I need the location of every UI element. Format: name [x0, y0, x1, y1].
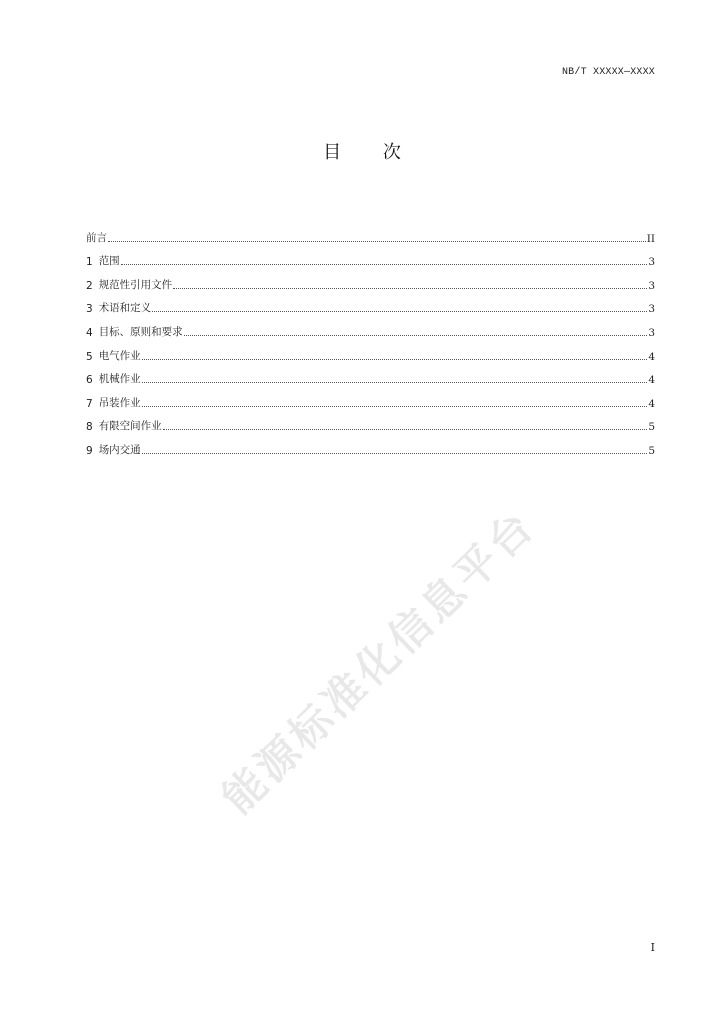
toc-entry-page: 3 — [648, 303, 655, 316]
toc-entry-page: 3 — [648, 326, 655, 339]
toc-entry-number: 8 — [86, 421, 93, 434]
toc-leader-dots — [142, 406, 648, 407]
toc-entry-page: 5 — [648, 444, 655, 457]
toc-entry-label: 场内交通 — [98, 443, 141, 456]
toc-leader-dots — [173, 288, 647, 289]
toc-leader-dots — [121, 264, 648, 265]
toc-leader-dots — [163, 429, 648, 430]
toc-entry-label: 机械作业 — [98, 373, 141, 386]
toc-entry-page: II — [646, 232, 655, 245]
toc-entry-page: 3 — [648, 279, 655, 292]
toc-leader-dots — [108, 241, 646, 242]
toc-entry-label: 吊装作业 — [98, 396, 141, 409]
toc-entry-5[interactable] — [86, 339, 655, 363]
toc-entry-label: 范围 — [98, 255, 120, 268]
toc-entry-1[interactable] — [86, 245, 655, 269]
toc-entry-4[interactable] — [86, 315, 655, 339]
toc-title — [0, 138, 724, 164]
toc-title-char-2: 次 — [382, 142, 401, 163]
toc-entry-number: 5 — [86, 350, 93, 363]
document-code: NB/T XXXXX—XXXX — [561, 67, 655, 78]
toc-entry-7[interactable] — [86, 386, 655, 410]
toc-entry-number: 4 — [86, 326, 93, 339]
toc-entry-page: 4 — [648, 397, 655, 410]
toc-entry-number: 7 — [86, 397, 93, 410]
toc-entry-page: 3 — [648, 256, 655, 269]
toc-entry-2[interactable] — [86, 268, 655, 292]
toc-entry-label: 电气作业 — [98, 349, 141, 362]
toc-title-char-1: 目 — [323, 142, 342, 163]
toc-entry-3[interactable] — [86, 292, 655, 316]
page-number: I — [650, 941, 655, 954]
toc-entry-label: 有限空间作业 — [98, 420, 162, 433]
toc-entry-number: 9 — [86, 444, 93, 457]
toc-entry-number: 6 — [86, 374, 93, 387]
toc-leader-dots — [152, 311, 647, 312]
toc-leader-dots — [142, 359, 648, 360]
toc-entry-label: 前言 — [86, 231, 107, 244]
toc-entry-number: 3 — [86, 303, 93, 316]
toc-entry-page: 4 — [648, 350, 655, 363]
toc-entry-8[interactable] — [86, 410, 655, 434]
toc-entry-label: 目标、原则和要求 — [98, 325, 183, 338]
watermark: 能源标准化信息平台 — [212, 500, 545, 824]
toc-entry-number: 1 — [86, 256, 93, 269]
toc-entry-9[interactable] — [86, 433, 655, 457]
toc-entry-6[interactable] — [86, 363, 655, 387]
toc-leader-dots — [142, 453, 648, 454]
toc-leader-dots — [184, 335, 648, 336]
toc-entry-page: 5 — [648, 421, 655, 434]
toc-entry-page: 4 — [648, 374, 655, 387]
toc-entry-label: 术语和定义 — [98, 302, 152, 315]
toc-list — [86, 221, 655, 457]
toc-entry-label: 规范性引用文件 — [98, 278, 173, 291]
toc-entry-foreword[interactable] — [86, 221, 655, 245]
toc-entry-number: 2 — [86, 279, 93, 292]
toc-leader-dots — [142, 382, 648, 383]
